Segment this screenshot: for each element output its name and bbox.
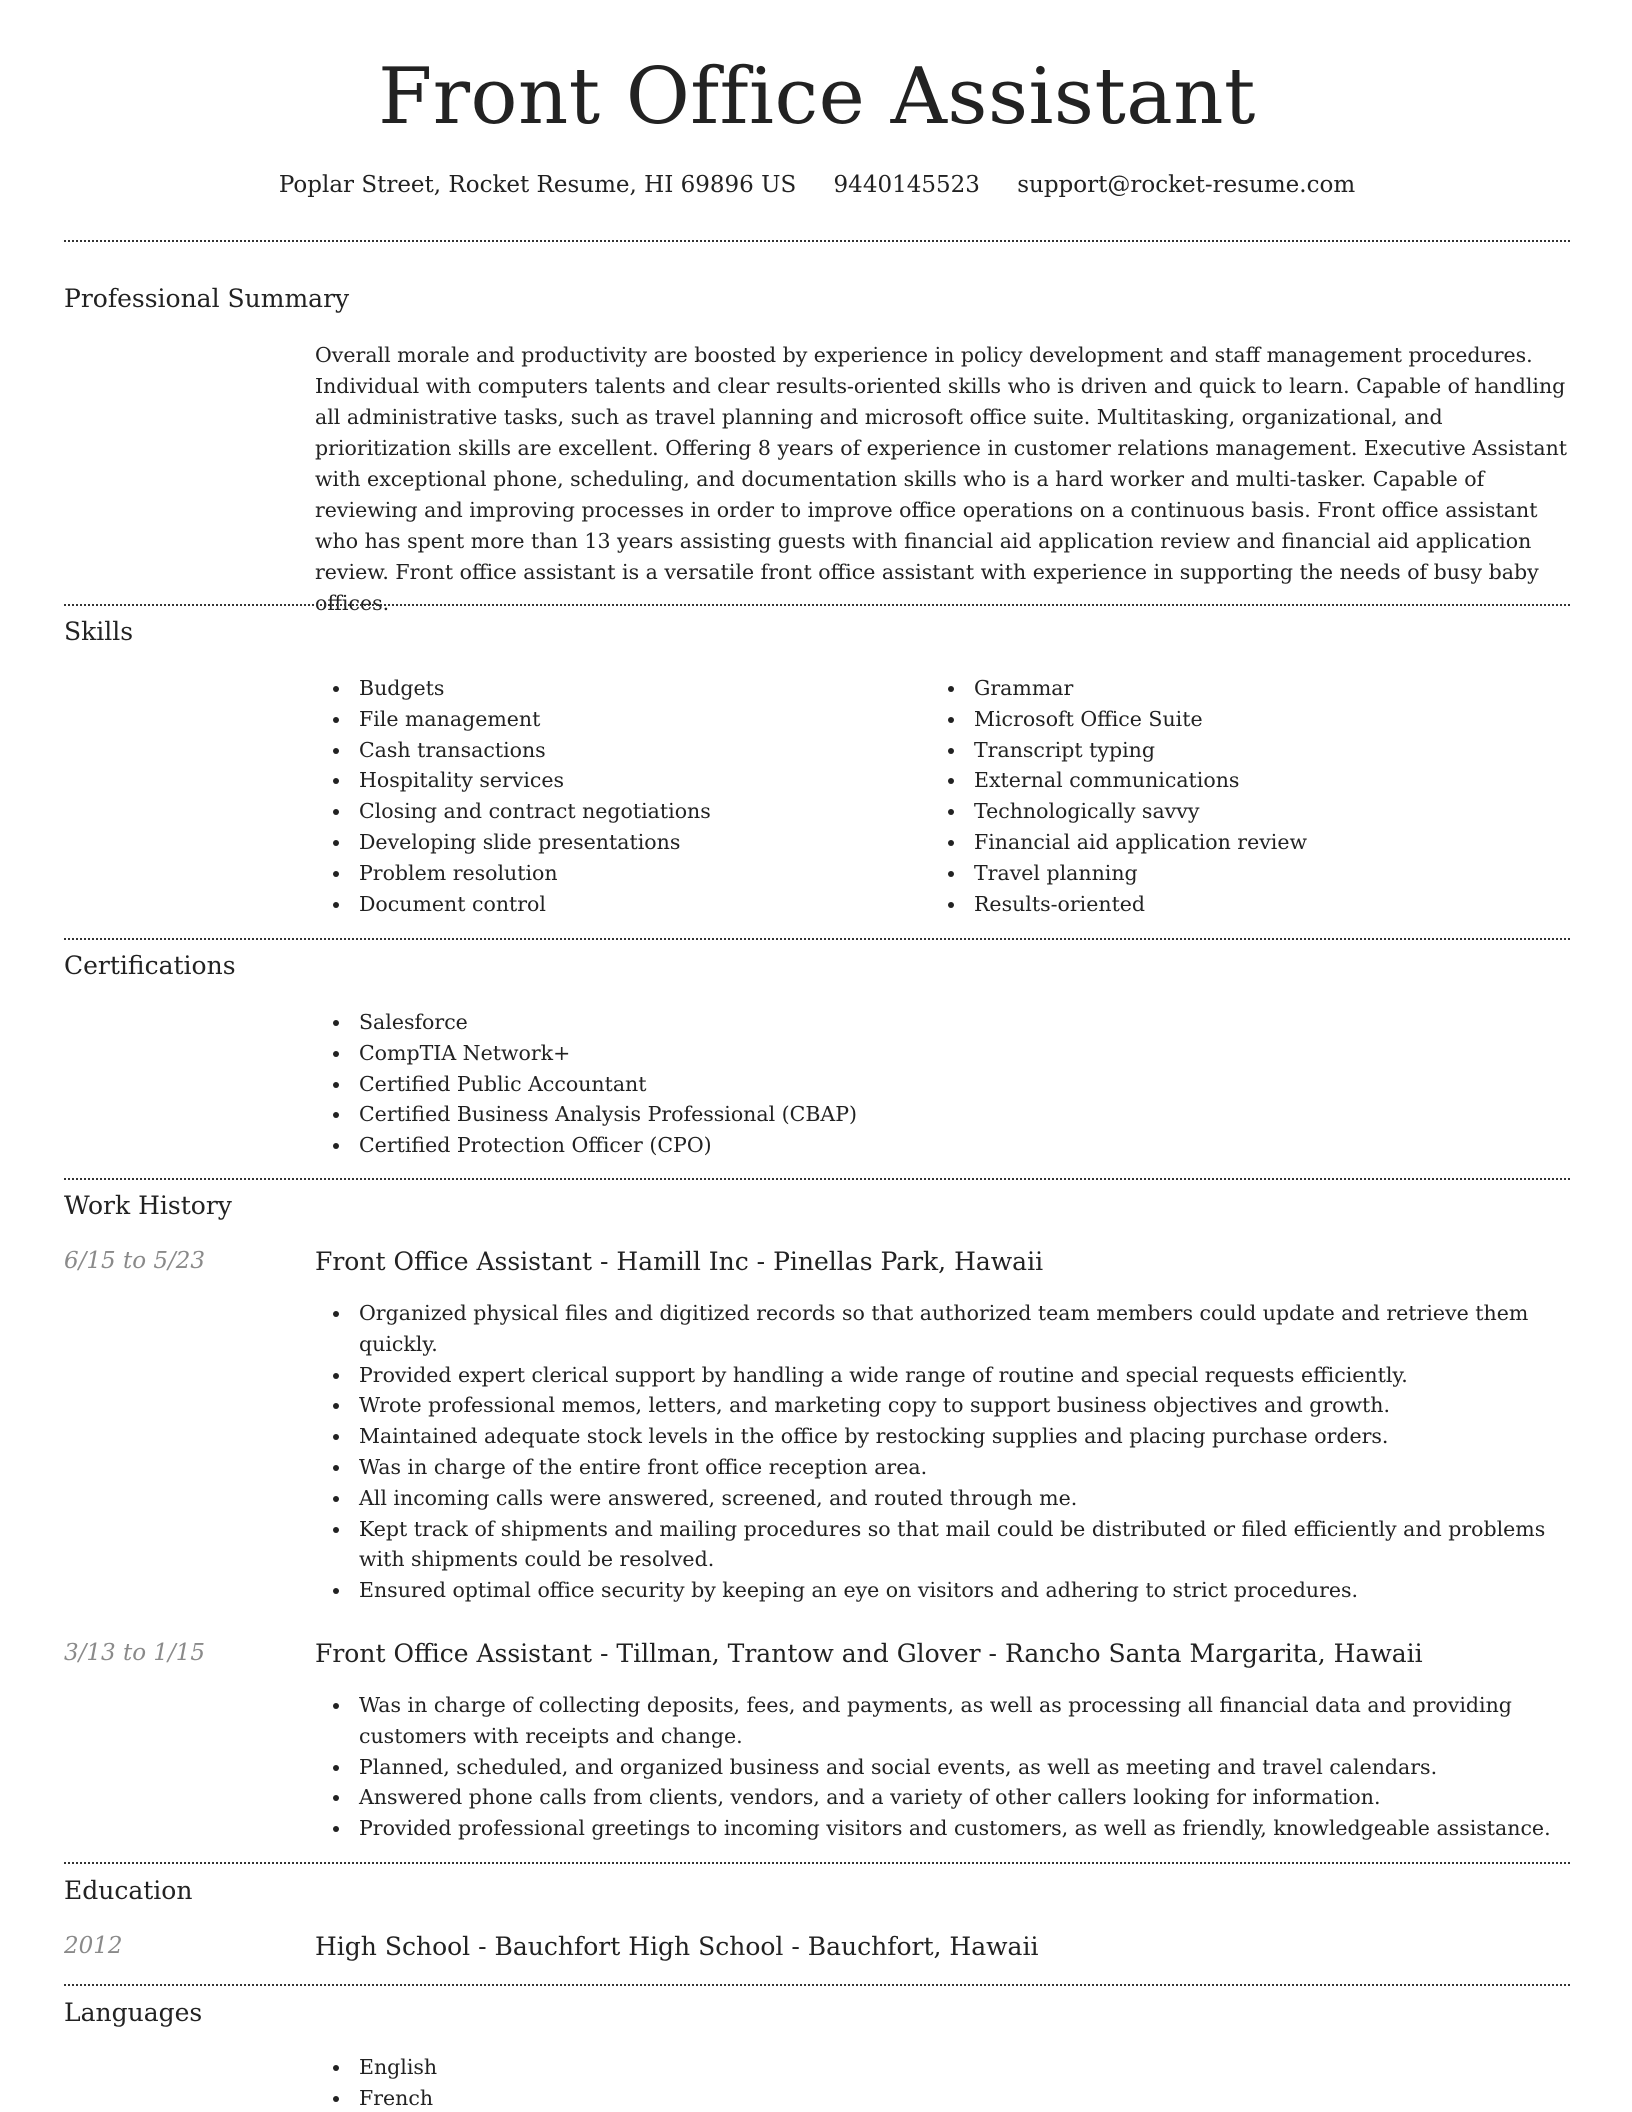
list-item: Salesforce	[315, 1007, 1570, 1038]
list-item: Provided expert clerical support by handling a wide range of routine and special requests efficiently.	[315, 1360, 1570, 1391]
list-item: Certified Public Accountant	[315, 1069, 1570, 1100]
list-item: Was in charge of collecting deposits, fees, and payments, as well as processing all financial data and providing customers with receipts and change.	[315, 1690, 1570, 1752]
education-year: 2012	[64, 1933, 123, 1959]
list-item: Developing slide presentations	[315, 827, 915, 858]
resume-name: Front Office Assistant	[378, 52, 1256, 142]
list-item: File management	[315, 704, 915, 735]
list-item: Problem resolution	[315, 858, 915, 889]
skills-list-right	[930, 673, 1570, 919]
list-item: Maintained adequate stock levels in the office by restocking supplies and placing purchase orders.	[315, 1421, 1570, 1452]
section-title-languages: Languages	[64, 1998, 203, 2027]
list-item: Transcript typing	[930, 735, 1570, 766]
list-item: Budgets	[315, 673, 915, 704]
divider	[64, 938, 1570, 940]
list-item: Cash transactions	[315, 735, 915, 766]
list-item: Provided professional greetings to incoming visitors and customers, as well as friendly, knowledgeable assistance.	[315, 1813, 1570, 1844]
list-item: Wrote professional memos, letters, and marketing copy to support business objectives and growth.	[315, 1390, 1570, 1421]
list-item: Results-oriented	[930, 889, 1570, 920]
job-title: Front Office Assistant - Hamill Inc - Pinellas Park, Hawaii	[315, 1247, 1044, 1276]
job-title: Front Office Assistant - Tillman, Trantow and Glover - Rancho Santa Margarita, Hawaii	[315, 1639, 1423, 1668]
contact-phone: 9440145523	[833, 172, 980, 198]
divider	[64, 240, 1570, 242]
list-item: All incoming calls were answered, screened, and routed through me.	[315, 1483, 1570, 1514]
list-item: Kept track of shipments and mailing procedures so that mail could be distributed or filed efficiently and problems with shipments could be resolved.	[315, 1514, 1570, 1576]
section-title-work-history: Work History	[64, 1191, 232, 1220]
list-item: French	[315, 2083, 1570, 2112]
list-item: Planned, scheduled, and organized business and social events, as well as meeting and travel calendars.	[315, 1752, 1570, 1783]
list-item: Answered phone calls from clients, vendors, and a variety of other callers looking for information.	[315, 1782, 1570, 1813]
contact-line	[64, 172, 1570, 198]
list-item: CompTIA Network+	[315, 1038, 1570, 1069]
list-item: Organized physical files and digitized records so that authorized team members could update and retrieve them quickly.	[315, 1298, 1570, 1360]
job-bullets	[315, 1690, 1570, 1844]
certifications-list	[315, 1007, 1570, 1161]
skills-list-left	[315, 673, 915, 919]
divider	[64, 1178, 1570, 1180]
list-item: Certified Protection Officer (CPO)	[315, 1130, 1570, 1161]
contact-email: support@rocket-resume.com	[1017, 172, 1356, 198]
section-title-skills: Skills	[64, 617, 134, 646]
list-item: Closing and contract negotiations	[315, 796, 915, 827]
section-title-certifications: Certifications	[64, 951, 236, 980]
list-item: Document control	[315, 889, 915, 920]
languages-list	[315, 2052, 1570, 2112]
list-item: Was in charge of the entire front office reception area.	[315, 1452, 1570, 1483]
divider	[64, 604, 1570, 606]
list-item: Travel planning	[930, 858, 1570, 889]
list-item: English	[315, 2052, 1570, 2083]
contact-address: Poplar Street, Rocket Resume, HI 69896 US	[278, 172, 797, 198]
list-item: Technologically savvy	[930, 796, 1570, 827]
education-entry: High School - Bauchfort High School - Bauchfort, Hawaii	[315, 1932, 1039, 1961]
list-item: Certified Business Analysis Professional (CBAP)	[315, 1099, 1570, 1130]
divider	[64, 1984, 1570, 1986]
job-dates: 6/15 to 5/23	[64, 1248, 206, 1274]
list-item: External communications	[930, 765, 1570, 796]
list-item: Grammar	[930, 673, 1570, 704]
job-bullets	[315, 1298, 1570, 1606]
list-item: Hospitality services	[315, 765, 915, 796]
section-title-education: Education	[64, 1876, 193, 1905]
list-item: Ensured optimal office security by keeping an eye on visitors and adhering to strict procedures.	[315, 1575, 1570, 1606]
list-item: Microsoft Office Suite	[930, 704, 1570, 735]
resume-page	[64, 0, 1570, 2112]
section-title-summary: Professional Summary	[64, 284, 350, 313]
list-item: Financial aid application review	[930, 827, 1570, 858]
job-dates: 3/13 to 1/15	[64, 1640, 206, 1666]
divider	[64, 1862, 1570, 1864]
summary-text: Overall morale and productivity are boosted by experience in policy development and staff management procedures. Individual with computers talents and clear results-oriented skills who is driven and quick to learn. Capable of handling all administrative tasks, such as travel planning and microsoft office suite. Multitasking, organizational, and prioritization skills are excellent. Offering 8 years of experience in customer relations management. Executive Assistant with exceptional phone, scheduling, and documentation skills who is a hard worker and multi-tasker. Capable of reviewing and improving processes in order to improve office operations on a continuous basis. Front office assistant who has spent more than 13 years assisting guests with financial aid application review and financial aid application review. Front office assistant is a versatile front office assistant with experience in supporting the needs of busy baby offices.	[315, 343, 1568, 615]
